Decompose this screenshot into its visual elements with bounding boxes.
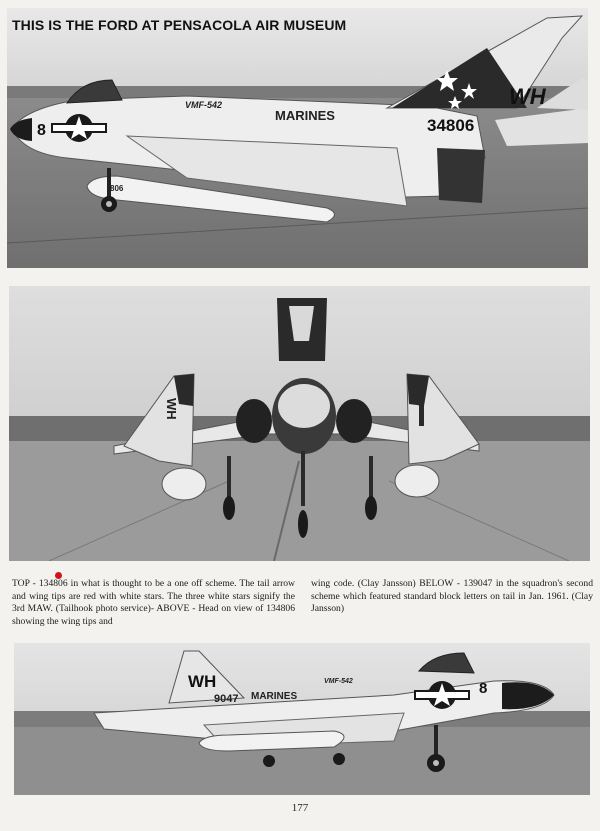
page-number: 177 — [291, 802, 309, 814]
tail-code-text: WH — [509, 84, 546, 109]
tail-code-text-bottom: WH — [188, 672, 217, 691]
left-fin-tail-code: WH — [164, 398, 179, 420]
overlay-title: THIS IS THE FORD AT PENSACOLA AIR MUSEUM — [12, 17, 347, 33]
photo-bottom-side-view — [14, 643, 590, 795]
caption-left-column: TOP - 134806 in what is thought to be a one off scheme. The tail arrow and wing tips are red with white stars. The three white stars signify the 3rd MAW. (Tailhook photo service)- ABOVE - Head on view of 134806 showing the wing tips and — [12, 578, 295, 627]
aircraft-head-on-image — [9, 286, 590, 561]
squadron-text-bottom: VMF-542 — [324, 678, 353, 685]
serial-text-bottom: 9047 — [214, 693, 239, 705]
serial-text: 34806 — [427, 116, 475, 135]
aircraft-side-view-image — [7, 8, 588, 268]
tank-number-text: 806 — [110, 184, 124, 193]
aircraft-second-scheme-image — [14, 643, 590, 795]
nose-number-text: 8 — [37, 122, 46, 139]
caption-right-column: wing code. (Clay Jansson) BELOW - 139047 in the squadron's second scheme which featured standard block letters on tail in Jan. 1961. (Clay Jansson) — [311, 578, 593, 615]
service-text-bottom: MARINES — [251, 691, 298, 702]
nose-number-text-bottom: 8 — [479, 680, 488, 697]
squadron-text: VMF-542 — [185, 100, 223, 110]
service-text: MARINES — [275, 108, 335, 123]
photo-middle-head-on-view — [9, 286, 590, 561]
photo-top-side-view — [7, 8, 588, 268]
